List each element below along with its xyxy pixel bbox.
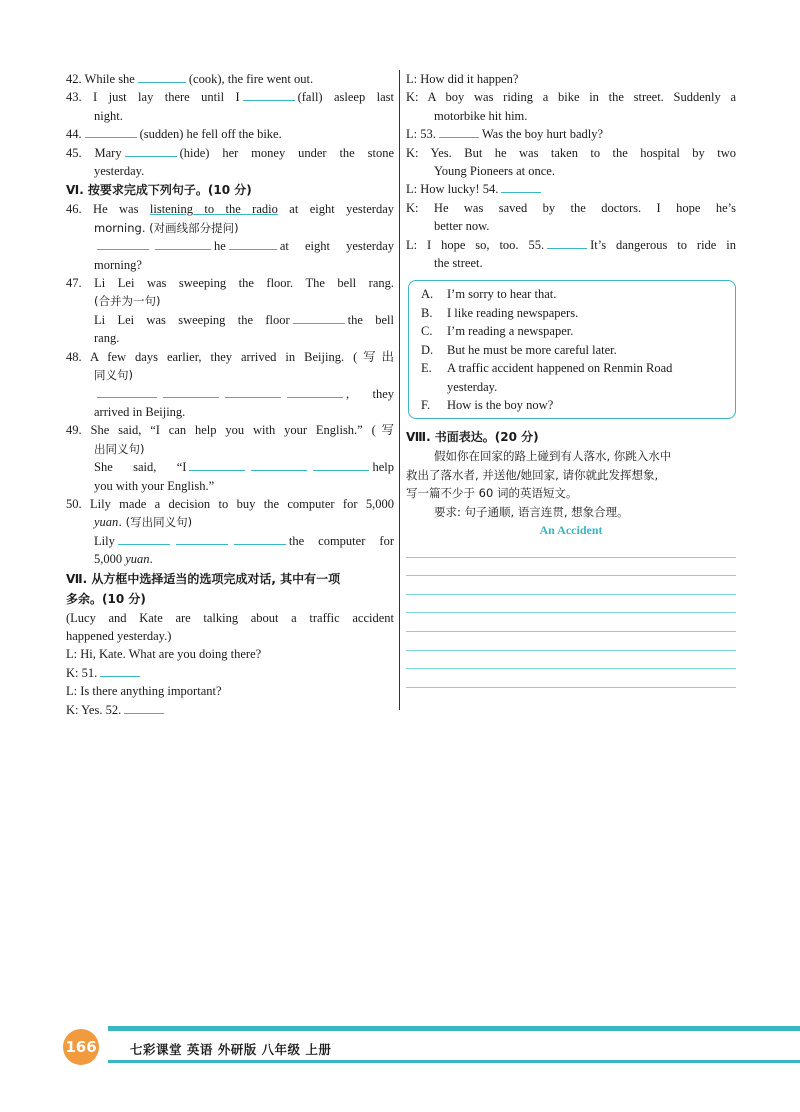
writing-line[interactable] [406,539,736,558]
answer-blank-50c[interactable] [234,532,286,545]
option-d: D. But he must be more careful later. [421,342,617,357]
writing-line[interactable] [406,613,736,632]
question-48: 48. A few days earlier, they arrived in Beijing. (写出 [66,349,394,364]
answer-blank-43[interactable] [243,88,295,101]
column-divider [399,70,400,710]
question-46-line3: he at eight yesterday [66,237,394,255]
question-49-line4: you with your English.” [94,478,215,493]
question-50-line2: yuan. (写出同义句) [94,515,193,530]
answer-blank-48d[interactable] [287,385,343,398]
answer-blank-44[interactable] [85,125,137,138]
page-number-badge: 166 [63,1029,99,1065]
answer-blank-42[interactable] [138,70,186,83]
dialogue-line-cont: better now. [434,219,490,234]
question-42: 42. While she (cook), the fire went out. [66,72,314,86]
answer-blank-49c[interactable] [313,458,369,471]
dialogue-intro-line2: happened yesterday.) [66,628,172,643]
answer-blank-46c[interactable] [229,237,277,250]
writing-area[interactable] [406,539,736,688]
answer-blank-50b[interactable] [176,532,228,545]
answer-blank-49b[interactable] [251,458,307,471]
question-48-line4: arrived in Beijing. [94,404,186,419]
option-a: A. I’m sorry to hear that. [421,287,557,302]
option-b: B. I like reading newspapers. [421,305,579,320]
dialogue-line-cont: the street. [434,256,483,271]
dialogue-line-cont: motorbike hit him. [434,108,528,123]
question-47: 47. Li Lei was sweeping the floor. The bell rang. [66,276,394,291]
answer-blank-46a[interactable] [97,237,149,250]
dialogue-line: L: How did it happen? [406,72,519,86]
question-43: 43. I just lay there until I (fall) asleep last [66,90,394,105]
dialogue-line: L: Hi, Kate. What are you doing there? [66,647,262,662]
right-column [406,70,736,688]
writing-prompt-line2: 救出了落水者, 并送他/她回家, 请你就此发挥想象, [406,467,659,482]
answer-blank-54[interactable] [501,180,541,193]
question-47-line2: (合并为一句) [94,294,161,309]
answer-blank-48c[interactable] [225,385,281,398]
answer-blank-46b[interactable] [155,237,211,250]
essay-title: An Accident [539,522,603,537]
dialogue-intro: (Lucy and Kate are talking about a traffic accident [66,610,394,625]
question-43-line2: night. [94,108,123,123]
dialogue-line: L: Is there anything important? [66,684,222,699]
footer-line [108,1060,800,1063]
book-title: 七彩课堂 英语 外研版 八年级 上册 [130,1042,332,1057]
answer-blank-50a[interactable] [118,532,170,545]
writing-prompt: 假如你在回家的路上碰到有人落水, 你跳入水中 [434,449,672,464]
option-c: C. I’m reading a newspaper. [421,324,574,339]
answer-blank-48b[interactable] [163,385,219,398]
answer-blank-55[interactable] [547,236,587,249]
dialogue-line-54: L: How lucky! 54. [406,180,736,198]
writing-line[interactable] [406,651,736,670]
question-46-line4: morning? [94,257,142,272]
question-45: 45. Mary (hide) her money under the stone [66,145,394,160]
answer-blank-53[interactable] [439,125,479,138]
options-box [408,280,736,419]
section-8-heading: Ⅷ. 书面表达。(20 分) [406,430,539,445]
question-46-line2: morning. (对画线部分提问) [94,220,239,235]
question-50-line4: 5,000 yuan. [94,552,153,567]
question-49-line2: 出同义句) [94,441,145,456]
question-50-line3: Lily the computer for [94,533,394,548]
writing-line[interactable] [406,632,736,651]
answer-blank-49a[interactable] [189,458,245,471]
question-45-line2: yesterday. [94,164,145,179]
writing-requirements: 要求: 句子通顺, 语言连贯, 想象合理。 [434,504,629,519]
section-6-heading: Ⅵ. 按要求完成下列句子。(10 分) [66,183,252,198]
option-e: E. A traffic accident happened on Renmin Road yesterday. [421,361,673,394]
writing-line[interactable] [406,669,736,688]
question-49-line3: She said, “I help [94,460,394,475]
question-44: 44. (sudden) he fell off the bike. [66,127,282,142]
question-48-line2: 同义句) [94,368,133,383]
question-47-line4: rang. [94,331,120,346]
answer-blank-47[interactable] [293,311,345,324]
dialogue-line: K: He was saved by the doctors. I hope he’s [406,200,736,215]
answer-blank-48a[interactable] [97,385,157,398]
answer-blank-51[interactable] [100,664,140,677]
option-f: F. How is the boy now? [421,397,554,412]
footer-band [108,1026,800,1031]
question-48-line3: , they [66,385,394,403]
question-46: 46. He was listening to the radio at eight yesterday [66,202,395,217]
left-column [66,70,394,719]
question-50: 50. Lily made a decision to buy the computer for 5,000 [66,496,394,511]
question-49: 49. She said, “I can help you with your English.” (写 [66,423,394,438]
dialogue-line-53: L: 53. Was the boy hurt badly? [406,127,604,142]
writing-line[interactable] [406,576,736,595]
dialogue-line-55: L: I hope so, too. 55. It’s dangerous to ride in [406,237,736,252]
underlined-phrase: listening to the radio [149,202,278,217]
writing-line[interactable] [406,558,736,577]
writing-prompt-line3: 写一篇不少于 60 词的英语短文。 [406,486,578,501]
dialogue-line: K: A boy was riding a bike in the street. Suddenly a [406,90,736,105]
dialogue-line-52: K: Yes. 52. [66,701,394,719]
question-47-line3: Li Lei was sweeping the floor the bell [94,312,395,327]
dialogue-line-51: K: 51. [66,664,394,682]
dialogue-line: K: Yes. But he was taken to the hospital by two [406,145,736,160]
answer-blank-52[interactable] [124,701,164,714]
answer-blank-45[interactable] [125,144,177,157]
section-7-heading: Ⅶ. 从方框中选择适当的选项完成对话, 其中有一项 多余。(10 分) [66,571,341,606]
dialogue-line-cont: Young Pioneers at once. [434,164,555,179]
writing-line[interactable] [406,595,736,614]
